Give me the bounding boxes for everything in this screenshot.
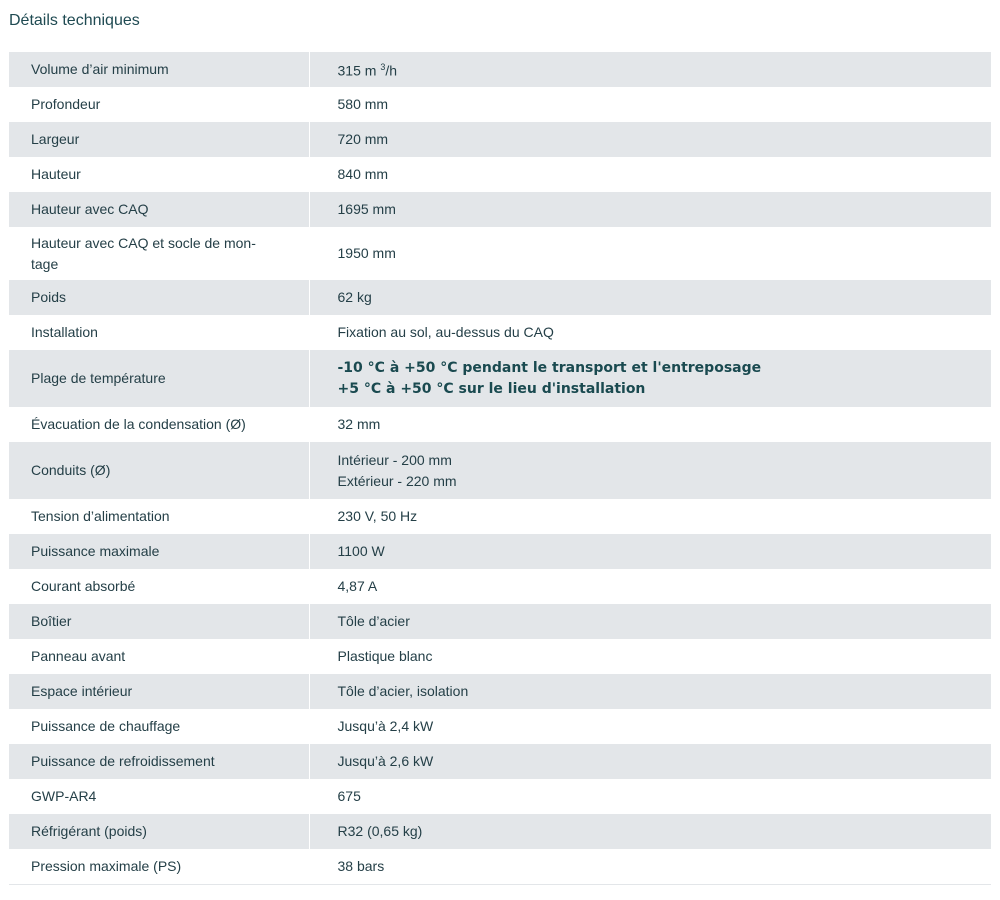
spec-value: Fixation au sol, au-dessus du CAQ bbox=[309, 315, 991, 350]
spec-value: Tôle d’acier, isolation bbox=[309, 674, 991, 709]
spec-value: 720 mm bbox=[309, 122, 991, 157]
table-row bbox=[9, 280, 991, 315]
table-row bbox=[9, 849, 991, 884]
table-row bbox=[9, 674, 991, 709]
spec-label: Poids bbox=[9, 280, 309, 315]
specs-table bbox=[9, 52, 991, 885]
table-row bbox=[9, 779, 991, 814]
table-row bbox=[9, 227, 991, 280]
spec-label: Installation bbox=[9, 315, 309, 350]
table-row bbox=[9, 569, 991, 604]
table-row bbox=[9, 604, 991, 639]
table-row bbox=[9, 534, 991, 569]
spec-value: Plastique blanc bbox=[309, 639, 991, 674]
spec-label: Évacuation de la condensation (Ø) bbox=[9, 407, 309, 442]
spec-value: 32 mm bbox=[309, 407, 991, 442]
spec-label: Panneau avant bbox=[9, 639, 309, 674]
spec-value: R32 (0,65 kg) bbox=[309, 814, 991, 849]
spec-label: Conduits (Ø) bbox=[9, 442, 309, 499]
spec-label: Plage de température bbox=[9, 350, 309, 407]
spec-value: 675 bbox=[309, 779, 991, 814]
table-row bbox=[9, 442, 991, 499]
spec-value: 230 V, 50 Hz bbox=[309, 499, 991, 534]
spec-label: Puissance maximale bbox=[9, 534, 309, 569]
spec-value: Intérieur - 200 mm Extérieur - 220 mm bbox=[309, 442, 991, 499]
spec-label: Hauteur avec CAQ bbox=[9, 192, 309, 227]
spec-label: Puissance de chauffage bbox=[9, 709, 309, 744]
spec-value: 840 mm bbox=[309, 157, 991, 192]
table-row bbox=[9, 814, 991, 849]
spec-label: Boîtier bbox=[9, 604, 309, 639]
spec-value: 4,87 A bbox=[309, 569, 991, 604]
spec-label: Volume d’air minimum bbox=[9, 52, 309, 87]
table-row bbox=[9, 350, 991, 407]
table-row bbox=[9, 52, 991, 87]
table-row bbox=[9, 157, 991, 192]
spec-value: 1695 mm bbox=[309, 192, 991, 227]
spec-label: Hauteur bbox=[9, 157, 309, 192]
table-row bbox=[9, 122, 991, 157]
spec-label: Courant absorbé bbox=[9, 569, 309, 604]
spec-value: Tôle d’acier bbox=[309, 604, 991, 639]
table-row bbox=[9, 499, 991, 534]
spec-value: Jusqu’à 2,4 kW bbox=[309, 709, 991, 744]
spec-value: 580 mm bbox=[309, 87, 991, 122]
spec-label: Profondeur bbox=[9, 87, 309, 122]
table-row bbox=[9, 744, 991, 779]
spec-label: Puissance de refroidissement bbox=[9, 744, 309, 779]
spec-value: 62 kg bbox=[309, 280, 991, 315]
table-row bbox=[9, 639, 991, 674]
table-row bbox=[9, 87, 991, 122]
spec-value: Jusqu’à 2,6 kW bbox=[309, 744, 991, 779]
spec-label: Hauteur avec CAQ et socle de mon- tage bbox=[9, 227, 309, 280]
table-row bbox=[9, 709, 991, 744]
spec-label: Espace intérieur bbox=[9, 674, 309, 709]
spec-label: Réfrigérant (poids) bbox=[9, 814, 309, 849]
table-row bbox=[9, 315, 991, 350]
spec-value: 315 m $^3$/h bbox=[309, 52, 991, 87]
spec-value: 1950 mm bbox=[309, 227, 991, 280]
spec-value: 38 bars bbox=[309, 849, 991, 884]
table-row bbox=[9, 407, 991, 442]
spec-value: -10 °C à +50 °C pendant le transport et l'entreposage +5 °C à +50 °C sur le lieu d'installation bbox=[309, 350, 991, 407]
spec-label: Pression maximale (PS) bbox=[9, 849, 309, 884]
table-row bbox=[9, 192, 991, 227]
page-title: Détails techniques bbox=[9, 12, 140, 29]
spec-value: 1100 W bbox=[309, 534, 991, 569]
spec-label: Tension d’alimentation bbox=[9, 499, 309, 534]
spec-label: GWP-AR4 bbox=[9, 779, 309, 814]
spec-label: Largeur bbox=[9, 122, 309, 157]
